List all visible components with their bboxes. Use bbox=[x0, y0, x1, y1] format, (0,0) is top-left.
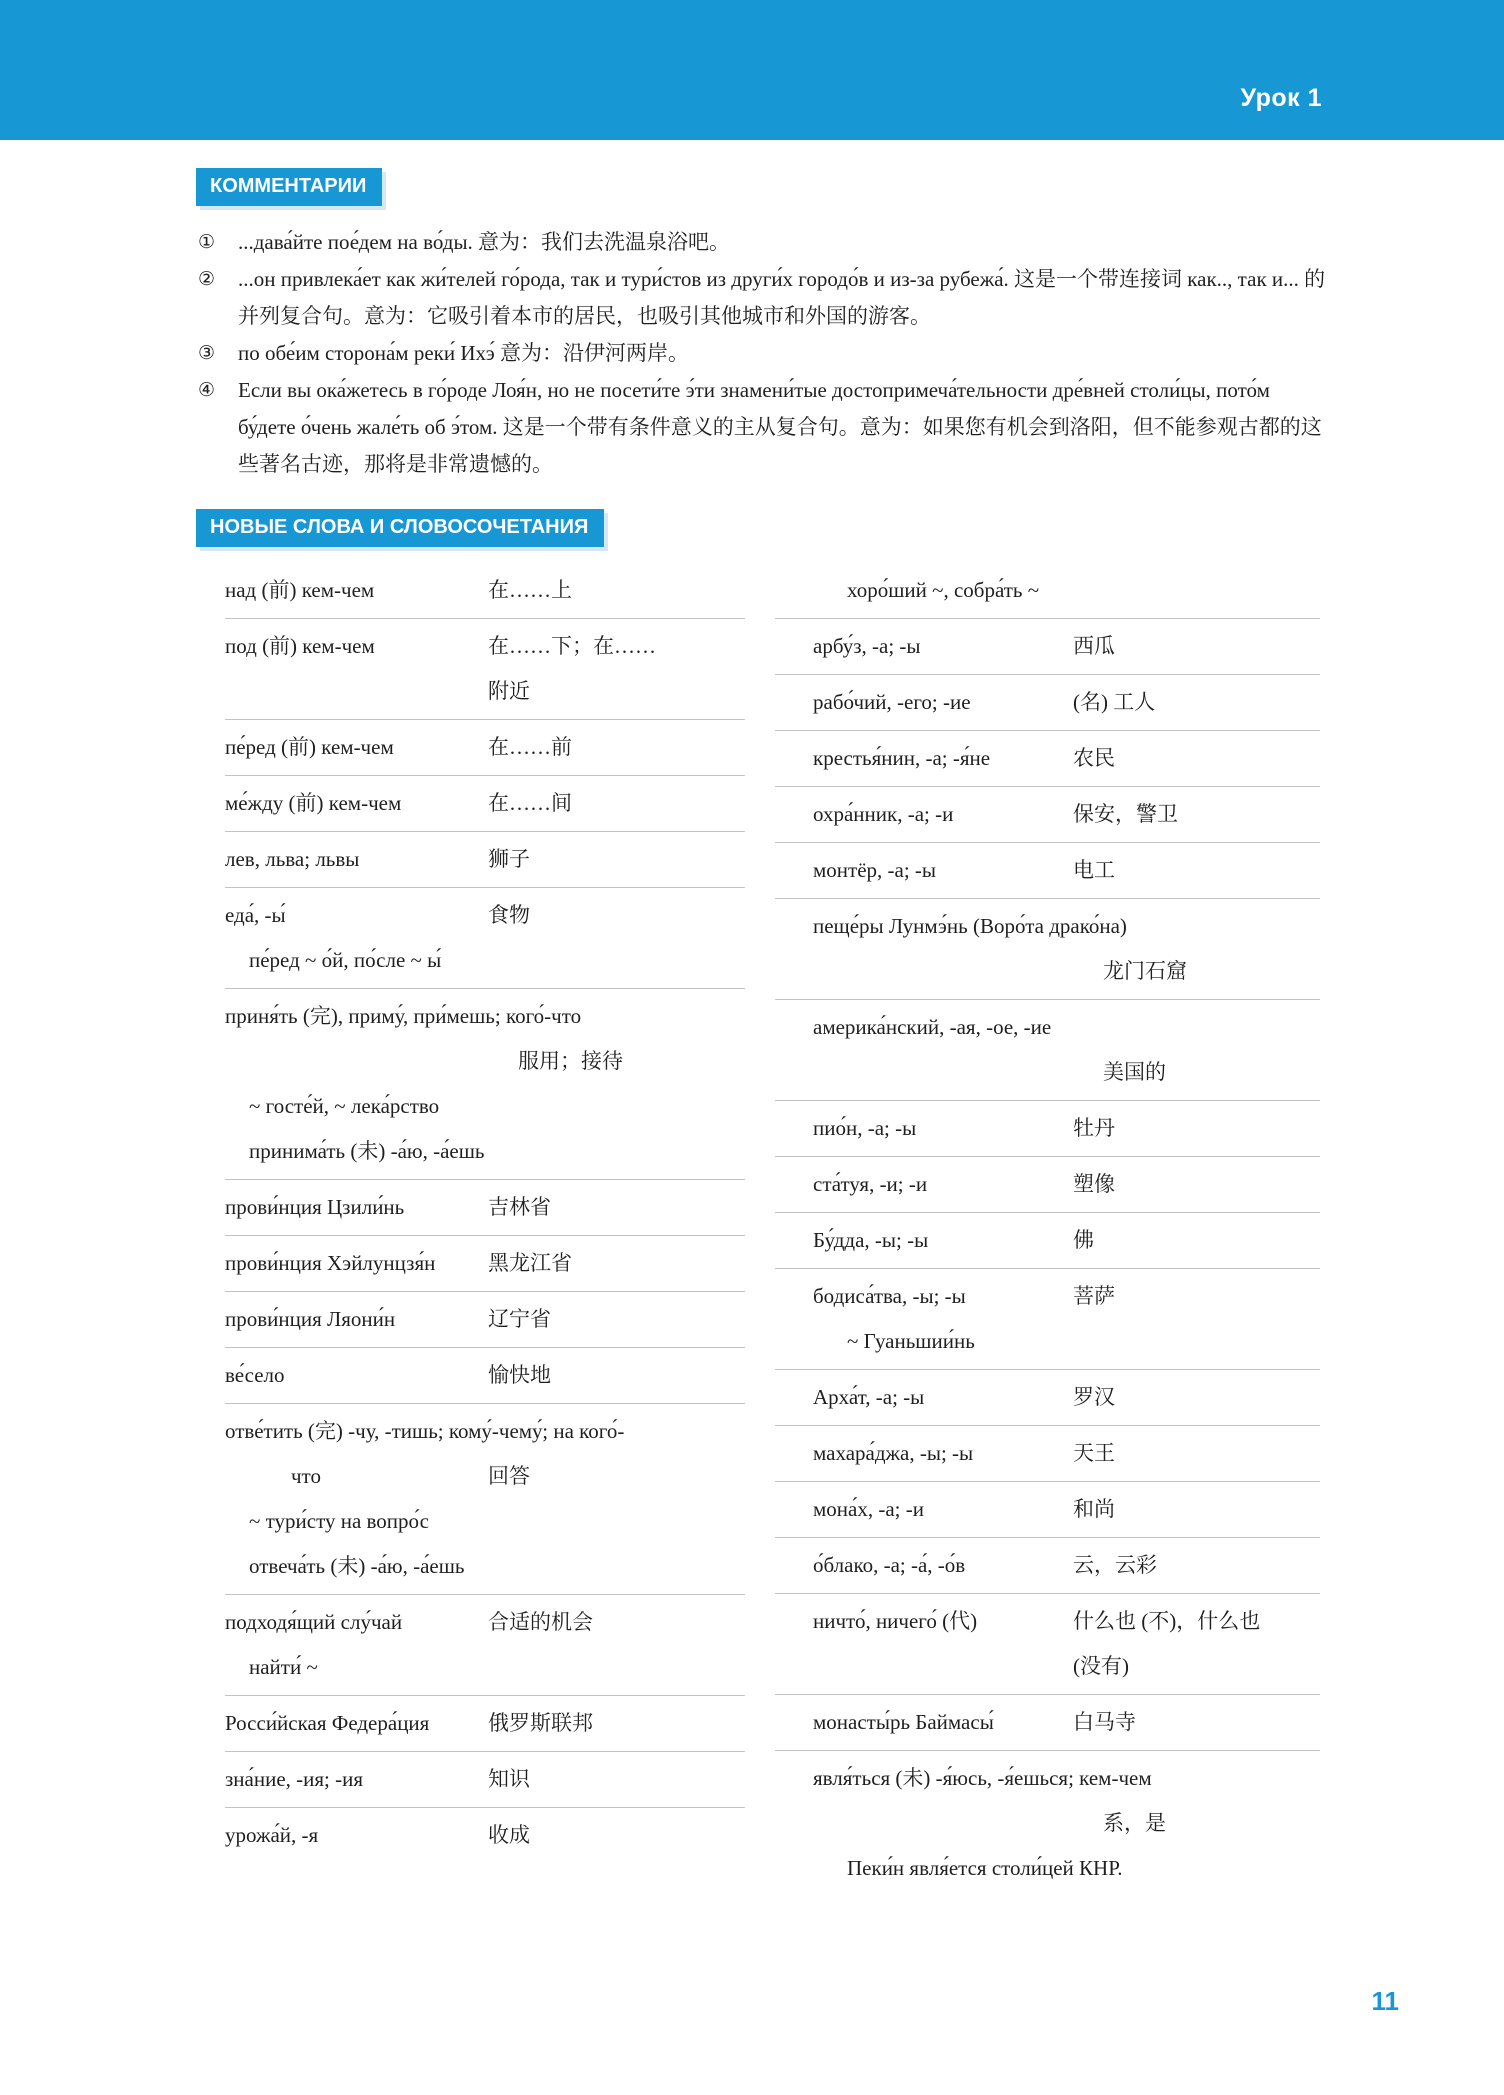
comment-item bbox=[196, 224, 1326, 261]
vocab-row bbox=[775, 736, 1320, 781]
vocab-term: ста́туя, -и; -и bbox=[813, 1172, 928, 1196]
vocab-entry bbox=[225, 888, 745, 989]
vocab-row bbox=[225, 1701, 745, 1746]
vocab-entry bbox=[225, 1752, 745, 1808]
vocab-entry bbox=[225, 832, 745, 888]
vocab-translation: 罗汉 bbox=[1073, 1385, 1115, 1409]
vocab-term: пе́ред ~ о́й, по́сле ~ ы́ bbox=[249, 948, 442, 972]
vocab-term: бодиса́тва, -ы; -ы bbox=[813, 1284, 966, 1308]
vocab-translation: 在……前 bbox=[488, 735, 572, 759]
vocab-term: найти́ ~ bbox=[249, 1655, 318, 1679]
vocab-entry bbox=[775, 619, 1320, 675]
vocab-term: подходя́щий слу́чай bbox=[225, 1610, 403, 1634]
vocab-term: ~ тури́сту на вопро́с bbox=[249, 1509, 429, 1533]
vocab-term: арбу́з, -а; -ы bbox=[813, 634, 921, 658]
vocab-entry bbox=[775, 787, 1320, 843]
vocab-term: монтёр, -а; -ы bbox=[813, 858, 937, 882]
vocab-term bbox=[813, 1050, 1073, 1095]
vocab-term bbox=[225, 669, 488, 714]
vocab-row bbox=[775, 1319, 1320, 1364]
vocab-row bbox=[775, 624, 1320, 669]
vocab-row bbox=[225, 1084, 745, 1129]
vocab-term: урожа́й, -я bbox=[225, 1823, 319, 1847]
vocab-term bbox=[225, 1039, 488, 1084]
vocab-row bbox=[775, 1162, 1320, 1207]
vocab-term: охра́нник, -а; -и bbox=[813, 802, 954, 826]
vocab-table bbox=[225, 563, 1326, 1896]
vocab-entry bbox=[775, 563, 1320, 619]
vocab-term: прови́нция Цзили́нь bbox=[225, 1195, 405, 1219]
vocab-translation: 黑龙江省 bbox=[488, 1251, 572, 1275]
vocab-row bbox=[225, 624, 745, 669]
comment-item bbox=[196, 261, 1326, 335]
vocab-translation: 在……上 bbox=[488, 578, 572, 602]
vocab-term: Пеки́н явля́ется столи́цей КНР. bbox=[847, 1856, 1123, 1880]
comments-list bbox=[196, 224, 1326, 483]
vocab-row bbox=[775, 568, 1320, 613]
vocab-term: ~ Гуаньшии́нь bbox=[847, 1329, 975, 1353]
vocab-entry bbox=[775, 1426, 1320, 1482]
vocab-entry bbox=[775, 899, 1320, 1000]
vocab-entry bbox=[775, 1101, 1320, 1157]
vocab-row bbox=[225, 837, 745, 882]
vocab-row bbox=[225, 1544, 745, 1589]
header-band bbox=[0, 0, 1504, 140]
comment-text: по обе́им сторона́м реки́ Ихэ́ 意为：沿伊河两岸。 bbox=[238, 341, 689, 365]
vocab-term: Арха́т, -а; -ы bbox=[813, 1385, 925, 1409]
vocab-row bbox=[775, 1218, 1320, 1263]
comment-item bbox=[196, 335, 1326, 372]
comment-item bbox=[196, 372, 1326, 483]
vocab-column-right bbox=[775, 563, 1320, 1896]
vocab-row bbox=[225, 893, 745, 938]
vocab-entry bbox=[225, 1595, 745, 1696]
vocab-row bbox=[775, 792, 1320, 837]
vocab-row bbox=[775, 1487, 1320, 1532]
vocab-row bbox=[775, 1005, 1320, 1050]
vocab-entry bbox=[225, 720, 745, 776]
vocab-translation: 狮子 bbox=[488, 847, 530, 871]
vocab-translation: 佛 bbox=[1073, 1228, 1094, 1252]
vocab-entry bbox=[775, 843, 1320, 899]
vocab-row bbox=[775, 1106, 1320, 1151]
vocab-term: еда́, -ы́ bbox=[225, 903, 286, 927]
vocab-translation: 知识 bbox=[488, 1767, 530, 1791]
vocab-entry bbox=[225, 1180, 745, 1236]
vocab-translation: 白马寺 bbox=[1073, 1710, 1136, 1734]
vocab-translation: 什么也 (不)，什么也 bbox=[1073, 1609, 1261, 1633]
vocab-term: ничто́, ничего́ (代) bbox=[813, 1609, 978, 1633]
vocab-section-header: НОВЫЕ СЛОВА И СЛОВОСОЧЕТАНИЯ bbox=[196, 509, 604, 547]
vocab-entry bbox=[775, 675, 1320, 731]
vocab-term: ме́жду (前) кем-чем bbox=[225, 791, 402, 815]
vocab-translation: 保安，警卫 bbox=[1073, 802, 1178, 826]
vocab-row bbox=[775, 1846, 1320, 1891]
page-content bbox=[196, 140, 1326, 1896]
vocab-row bbox=[225, 1297, 745, 1342]
page-number: 11 bbox=[1371, 1986, 1399, 2016]
vocab-term: приня́ть (完), приму́, при́мешь; кого́-что bbox=[225, 1004, 582, 1028]
vocab-row bbox=[775, 904, 1320, 949]
vocab-row bbox=[225, 1813, 745, 1858]
vocab-translation: 在……间 bbox=[488, 791, 572, 815]
vocab-entry bbox=[225, 1808, 745, 1863]
lesson-label: Урок 1 bbox=[1240, 84, 1322, 112]
vocab-translation: 龙门石窟 bbox=[1103, 959, 1187, 983]
vocab-translation: 吉林省 bbox=[488, 1195, 551, 1219]
vocab-entry bbox=[225, 1696, 745, 1752]
vocab-term: зна́ние, -ия; -ия bbox=[225, 1767, 364, 1791]
vocab-term: отвеча́ть (未) -а́ю, -а́ешь bbox=[249, 1554, 465, 1578]
vocab-row bbox=[775, 1599, 1320, 1644]
vocab-translation: 俄罗斯联邦 bbox=[488, 1711, 593, 1735]
vocab-entry bbox=[775, 1482, 1320, 1538]
vocab-row bbox=[225, 938, 745, 983]
vocab-row bbox=[225, 725, 745, 770]
vocab-row bbox=[775, 1756, 1320, 1801]
comment-number: ③ bbox=[198, 342, 216, 364]
vocab-term: мона́х, -а; -и bbox=[813, 1497, 924, 1521]
vocab-term: лев, льва; львы bbox=[225, 847, 360, 871]
vocab-translation: 系，是 bbox=[1103, 1811, 1166, 1835]
vocab-entry bbox=[775, 1751, 1320, 1896]
vocab-term: прови́нция Хэйлунцзя́н bbox=[225, 1251, 436, 1275]
vocab-translation: (没有) bbox=[1073, 1654, 1129, 1678]
vocab-term: над (前) кем-чем bbox=[225, 578, 375, 602]
vocab-entry bbox=[775, 1269, 1320, 1370]
vocab-entry bbox=[225, 619, 745, 720]
vocab-section bbox=[196, 509, 1326, 1896]
vocab-translation: 合适的机会 bbox=[488, 1610, 593, 1634]
vocab-translation: 收成 bbox=[488, 1823, 530, 1847]
vocab-translation: 牡丹 bbox=[1073, 1116, 1115, 1140]
vocab-term: отве́тить (完) -чу, -тишь; кому́-чему́; на кого́- bbox=[225, 1419, 625, 1443]
vocab-translation: (名) 工人 bbox=[1073, 690, 1156, 714]
vocab-entry bbox=[775, 1213, 1320, 1269]
vocab-translation: 食物 bbox=[488, 903, 530, 927]
vocab-row bbox=[775, 1700, 1320, 1745]
vocab-row bbox=[775, 680, 1320, 725]
vocab-column-left bbox=[225, 563, 745, 1896]
vocab-translation: 和尚 bbox=[1073, 1497, 1115, 1521]
vocab-term bbox=[813, 1644, 1073, 1689]
vocab-term: пеще́ры Лунмэ́нь (Воро́та драко́на) bbox=[813, 914, 1127, 938]
comments-section bbox=[196, 168, 1326, 483]
vocab-entry bbox=[775, 1370, 1320, 1426]
vocab-term bbox=[813, 949, 1073, 994]
vocab-term: америка́нский, -ая, -ое, -ие bbox=[813, 1015, 1052, 1039]
vocab-entry bbox=[225, 1404, 745, 1595]
vocab-translation: 电工 bbox=[1073, 858, 1115, 882]
vocab-entry bbox=[775, 1695, 1320, 1751]
vocab-term: что bbox=[291, 1464, 321, 1488]
vocab-term: Росси́йская Федера́ция bbox=[225, 1711, 430, 1735]
vocab-entry bbox=[775, 1000, 1320, 1101]
vocab-row bbox=[225, 669, 745, 714]
vocab-row bbox=[775, 1050, 1320, 1095]
vocab-entry bbox=[225, 563, 745, 619]
vocab-row bbox=[775, 1644, 1320, 1689]
vocab-term: о́блако, -а; -а́, -о́в bbox=[813, 1553, 966, 1577]
vocab-entry bbox=[225, 776, 745, 832]
vocab-row bbox=[225, 1241, 745, 1286]
vocab-translation: 天王 bbox=[1073, 1441, 1115, 1465]
vocab-translation: 菩萨 bbox=[1073, 1284, 1115, 1308]
vocab-row bbox=[775, 1543, 1320, 1588]
vocab-entry bbox=[225, 1236, 745, 1292]
comments-section-header: КОММЕНТАРИИ bbox=[196, 168, 382, 206]
vocab-entry bbox=[225, 989, 745, 1180]
vocab-term: монасты́рь Баймасы́ bbox=[813, 1710, 994, 1734]
vocab-entry bbox=[775, 1538, 1320, 1594]
vocab-translation: 塑像 bbox=[1073, 1172, 1115, 1196]
vocab-row bbox=[225, 1129, 745, 1174]
vocab-term: крестья́нин, -а; -я́не bbox=[813, 746, 991, 770]
vocab-entry bbox=[775, 1157, 1320, 1213]
vocab-term: ве́село bbox=[225, 1363, 285, 1387]
vocab-term: пио́н, -а; -ы bbox=[813, 1116, 917, 1140]
vocab-row bbox=[775, 848, 1320, 893]
vocab-translation: 回答 bbox=[488, 1464, 530, 1488]
comment-number: ② bbox=[198, 268, 216, 290]
vocab-translation: 辽宁省 bbox=[488, 1307, 551, 1331]
vocab-term bbox=[813, 1801, 1073, 1846]
comment-text: Если вы ока́жетесь в го́роде Лоя́н, но не посети́те э́ти знамени́тые достопримеча́тельности дре́вней столи́цы, пото́м бу́дете о́чень жале́ть об э́том. 这是一个带有条件意义的主从复合句。意为：如果您有机会到洛阳，但不能参观古都的这些著名古迹，那将是非常遗憾的。 bbox=[238, 378, 1322, 476]
vocab-term: ~ госте́й, ~ лека́рство bbox=[249, 1094, 440, 1118]
vocab-translation: 附近 bbox=[488, 679, 530, 703]
vocab-row bbox=[775, 949, 1320, 994]
vocab-translation: 农民 bbox=[1073, 746, 1115, 770]
vocab-row bbox=[775, 1375, 1320, 1420]
vocab-row bbox=[225, 1409, 745, 1454]
vocab-row bbox=[775, 1801, 1320, 1846]
vocab-translation: 美国的 bbox=[1103, 1060, 1166, 1084]
vocab-translation: 服用；接待 bbox=[518, 1049, 623, 1073]
vocab-term: принима́ть (未) -а́ю, -а́ешь bbox=[249, 1139, 485, 1163]
vocab-translation: 在……下；在…… bbox=[488, 634, 656, 658]
comment-text: ...он привлека́ет как жи́телей го́рода, так и тури́стов из други́х городо́в и из-за рубежа́. 这是一个带连接词 как.., так и... 的并列复合句。意为：它吸引着本市的居民，也吸引其他城市和外国的游客。 bbox=[238, 267, 1326, 328]
vocab-row bbox=[225, 994, 745, 1039]
vocab-translation: 西瓜 bbox=[1073, 634, 1115, 658]
vocab-entry bbox=[225, 1348, 745, 1404]
comment-number: ④ bbox=[198, 379, 216, 401]
comment-text: ...дава́йте пое́дем на во́ды. 意为：我们去洗温泉浴吧。 bbox=[238, 230, 731, 254]
vocab-term: махара́джа, -ы; -ы bbox=[813, 1441, 974, 1465]
vocab-row bbox=[775, 1274, 1320, 1319]
vocab-row bbox=[225, 1039, 745, 1084]
vocab-row bbox=[225, 1645, 745, 1690]
vocab-term: хоро́ший ~, собра́ть ~ bbox=[847, 578, 1040, 602]
vocab-term: прови́нция Ляони́н bbox=[225, 1307, 396, 1331]
vocab-row bbox=[225, 1600, 745, 1645]
vocab-row bbox=[225, 568, 745, 613]
vocab-row bbox=[225, 1454, 745, 1499]
vocab-row bbox=[775, 1431, 1320, 1476]
vocab-row bbox=[225, 781, 745, 826]
vocab-row bbox=[225, 1499, 745, 1544]
vocab-row bbox=[225, 1353, 745, 1398]
vocab-term: пе́ред (前) кем-чем bbox=[225, 735, 394, 759]
vocab-term: под (前) кем-чем bbox=[225, 634, 375, 658]
vocab-row bbox=[225, 1757, 745, 1802]
vocab-entry bbox=[775, 731, 1320, 787]
vocab-term: Бу́дда, -ы; -ы bbox=[813, 1228, 929, 1252]
vocab-row bbox=[225, 1185, 745, 1230]
comment-number: ① bbox=[198, 231, 216, 253]
vocab-entry bbox=[225, 1292, 745, 1348]
vocab-term: явля́ться (未) -я́юсь, -я́ешься; кем-чем bbox=[813, 1766, 1152, 1790]
vocab-entry bbox=[775, 1594, 1320, 1695]
vocab-translation: 云，云彩 bbox=[1073, 1553, 1157, 1577]
vocab-term: рабо́чий, -его; -ие bbox=[813, 690, 971, 714]
vocab-translation: 愉快地 bbox=[488, 1363, 551, 1387]
